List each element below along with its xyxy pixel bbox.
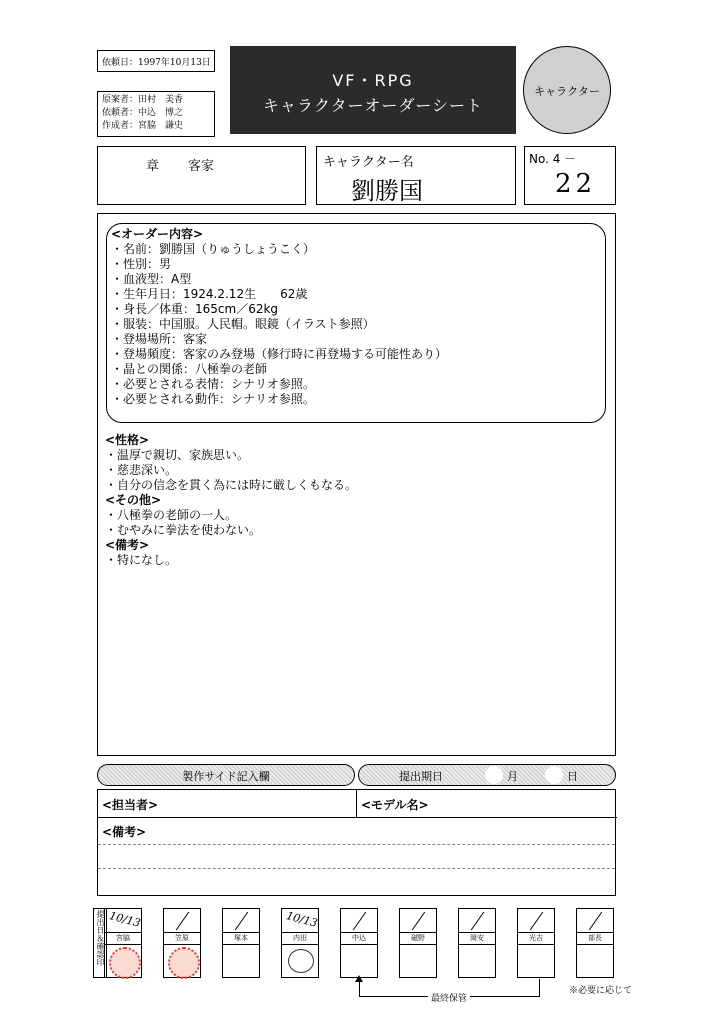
approval-stamp-column[interactable] (517, 908, 555, 978)
character-name-box (316, 146, 516, 205)
stamp-seal-area[interactable] (400, 945, 436, 977)
stamp-seal-area[interactable] (105, 945, 141, 977)
approval-stamp-column[interactable] (399, 908, 437, 978)
stamp-seal-area[interactable] (223, 945, 259, 977)
order-item: ・身長／体重：165cm／62kg (111, 302, 279, 316)
other-item: ・八極拳の老師の一人。 (105, 508, 238, 522)
final-storage-label: 最終保管 (428, 991, 470, 1004)
approval-stamp-column[interactable] (576, 908, 614, 978)
staff-creator: 作成者：宮脇 謙史 (102, 121, 184, 131)
order-panel (106, 223, 606, 423)
order-item: ・服装：中国服。人民帽。眼鏡（イラスト参照） (111, 317, 375, 331)
personality-heading: <性格> (105, 433, 150, 447)
red-seal-icon (109, 947, 141, 979)
model-label: <モデル名> (361, 798, 429, 812)
order-item: ・必要とされる動作：シナリオ参照。 (111, 392, 315, 406)
order-heading: <オーダー内容> (111, 227, 204, 241)
due-date-label: 提出期日 (399, 770, 443, 783)
chapter-label: 章 (146, 159, 160, 174)
order-list (111, 242, 447, 407)
production-entry-bar (97, 764, 355, 786)
stamp-name: 笠原 (164, 933, 200, 945)
production-entry-label: 製作サイド記入欄 (182, 770, 270, 783)
stamp-seal-area[interactable] (164, 945, 200, 977)
notes-line[interactable] (98, 844, 615, 845)
stamp-name: 磁野 (400, 933, 436, 945)
approval-side-label-text: 提出日＆確認印 (96, 910, 105, 966)
request-date: 依頼日：1997年10月13日 (102, 58, 211, 68)
red-seal-icon (168, 947, 200, 979)
character-name-label: キャラクター名 (323, 155, 414, 170)
staff-requester: 依頼者：中込 博之 (102, 108, 184, 118)
approval-stamp-column[interactable] (163, 908, 201, 978)
stamp-date-blank-mark (530, 912, 543, 931)
category-badge (523, 46, 611, 134)
order-item: ・名前：劉勝国（りゅうしょうこく） (111, 242, 316, 256)
due-month-label: 月 (507, 770, 518, 783)
remarks-item: ・特になし。 (105, 553, 178, 567)
stamp-date-cell[interactable] (164, 909, 200, 933)
chapter-value: 客家 (188, 159, 215, 174)
stamp-seal-area[interactable] (341, 945, 377, 977)
stamp-name: 内田 (282, 933, 318, 945)
stamp-seal-area[interactable] (282, 945, 318, 977)
stamp-date-cell[interactable] (341, 909, 377, 933)
up-arrow-icon (355, 975, 363, 982)
other-heading: <その他> (105, 493, 162, 507)
title-line-2: キャラクターオーダーシート (262, 96, 484, 115)
request-date-box (97, 50, 215, 72)
stamp-date-blank-mark (235, 912, 248, 931)
due-month-circle[interactable] (485, 766, 503, 784)
chapter-box (97, 146, 306, 205)
stamp-date-blank-mark (176, 912, 189, 931)
title-block (230, 46, 516, 134)
staff-box (97, 91, 215, 137)
stamp-name: 部長 (577, 933, 613, 945)
approval-stamp-column[interactable] (458, 908, 496, 978)
notes-line[interactable] (98, 868, 615, 869)
due-date-bar (358, 764, 616, 786)
approval-note: ※必要に応じて (569, 986, 633, 996)
number-box (524, 146, 616, 205)
order-item: ・登場頻度：客家のみ登場（修行時に再登場する可能性あり） (111, 347, 448, 361)
approval-stamp-column[interactable] (222, 908, 260, 978)
content-frame (97, 213, 616, 756)
order-item: ・性別：男 (111, 257, 172, 271)
production-form (97, 789, 616, 896)
stamp-name: 宮脇 (105, 933, 141, 945)
due-day-label: 日 (567, 770, 578, 783)
stamp-date-cell[interactable] (400, 909, 436, 933)
approval-stamp-column[interactable] (340, 908, 378, 978)
details-section (105, 433, 357, 568)
notes-label: <備考> (102, 825, 147, 839)
stamp-date-cell[interactable] (459, 909, 495, 933)
assignee-label: <担当者> (102, 798, 159, 812)
remarks-heading: <備考> (105, 538, 150, 552)
stamp-seal-area[interactable] (518, 945, 554, 977)
order-item: ・必要とされる表情：シナリオ参照。 (111, 377, 315, 391)
number-value: 22 (555, 169, 597, 199)
stamp-date-blank-mark (353, 912, 366, 931)
staff-planner: 原案者：田村 美香 (102, 95, 184, 105)
stamp-date-blank-mark (471, 912, 484, 931)
order-item: ・登場場所：客家 (111, 332, 208, 346)
stamp-date-cell[interactable] (282, 909, 318, 933)
personality-item: ・自分の信念を貫く為には時に厳しくもなる。 (105, 478, 358, 492)
category-badge-label: キャラクター (534, 85, 600, 98)
personality-item: ・慈悲深い。 (105, 463, 178, 477)
personality-item: ・温厚で親切、家族思い。 (105, 448, 250, 462)
stamp-name: 塚本 (223, 933, 259, 945)
stamp-date-cell[interactable] (518, 909, 554, 933)
stamp-date-blank-mark (412, 912, 425, 931)
order-item: ・生年月日：1924.2.12生 62歳 (111, 287, 308, 301)
model-field[interactable] (357, 790, 617, 818)
due-day-circle[interactable] (545, 766, 563, 784)
stamp-date-cell[interactable] (223, 909, 259, 933)
stamp-date: 10/13 (107, 909, 142, 930)
approval-stamp-column[interactable] (104, 908, 142, 978)
approval-stamp-column[interactable] (281, 908, 319, 978)
assignee-field[interactable] (98, 790, 357, 818)
number-prefix: No. 4 － (529, 152, 577, 166)
stamp-name: 中込 (341, 933, 377, 945)
stamp-name: 岡安 (459, 933, 495, 945)
character-name: 劉勝国 (351, 177, 423, 205)
stamp-date: 10/13 (284, 909, 319, 930)
stamp-seal-area[interactable] (577, 945, 613, 977)
title-line-1: VF・RPG (332, 71, 414, 90)
handwritten-seal-icon (288, 949, 314, 973)
stamp-date-cell[interactable] (577, 909, 613, 933)
stamp-seal-area[interactable] (459, 945, 495, 977)
other-item: ・むやみに拳法を使わない。 (105, 523, 262, 537)
stamp-name: 光吉 (518, 933, 554, 945)
order-item: ・晶との関係：八極拳の老師 (111, 362, 268, 376)
stamp-date-blank-mark (589, 912, 602, 931)
order-item: ・血液型：A型 (111, 272, 192, 286)
stamp-date-cell[interactable] (105, 909, 141, 933)
